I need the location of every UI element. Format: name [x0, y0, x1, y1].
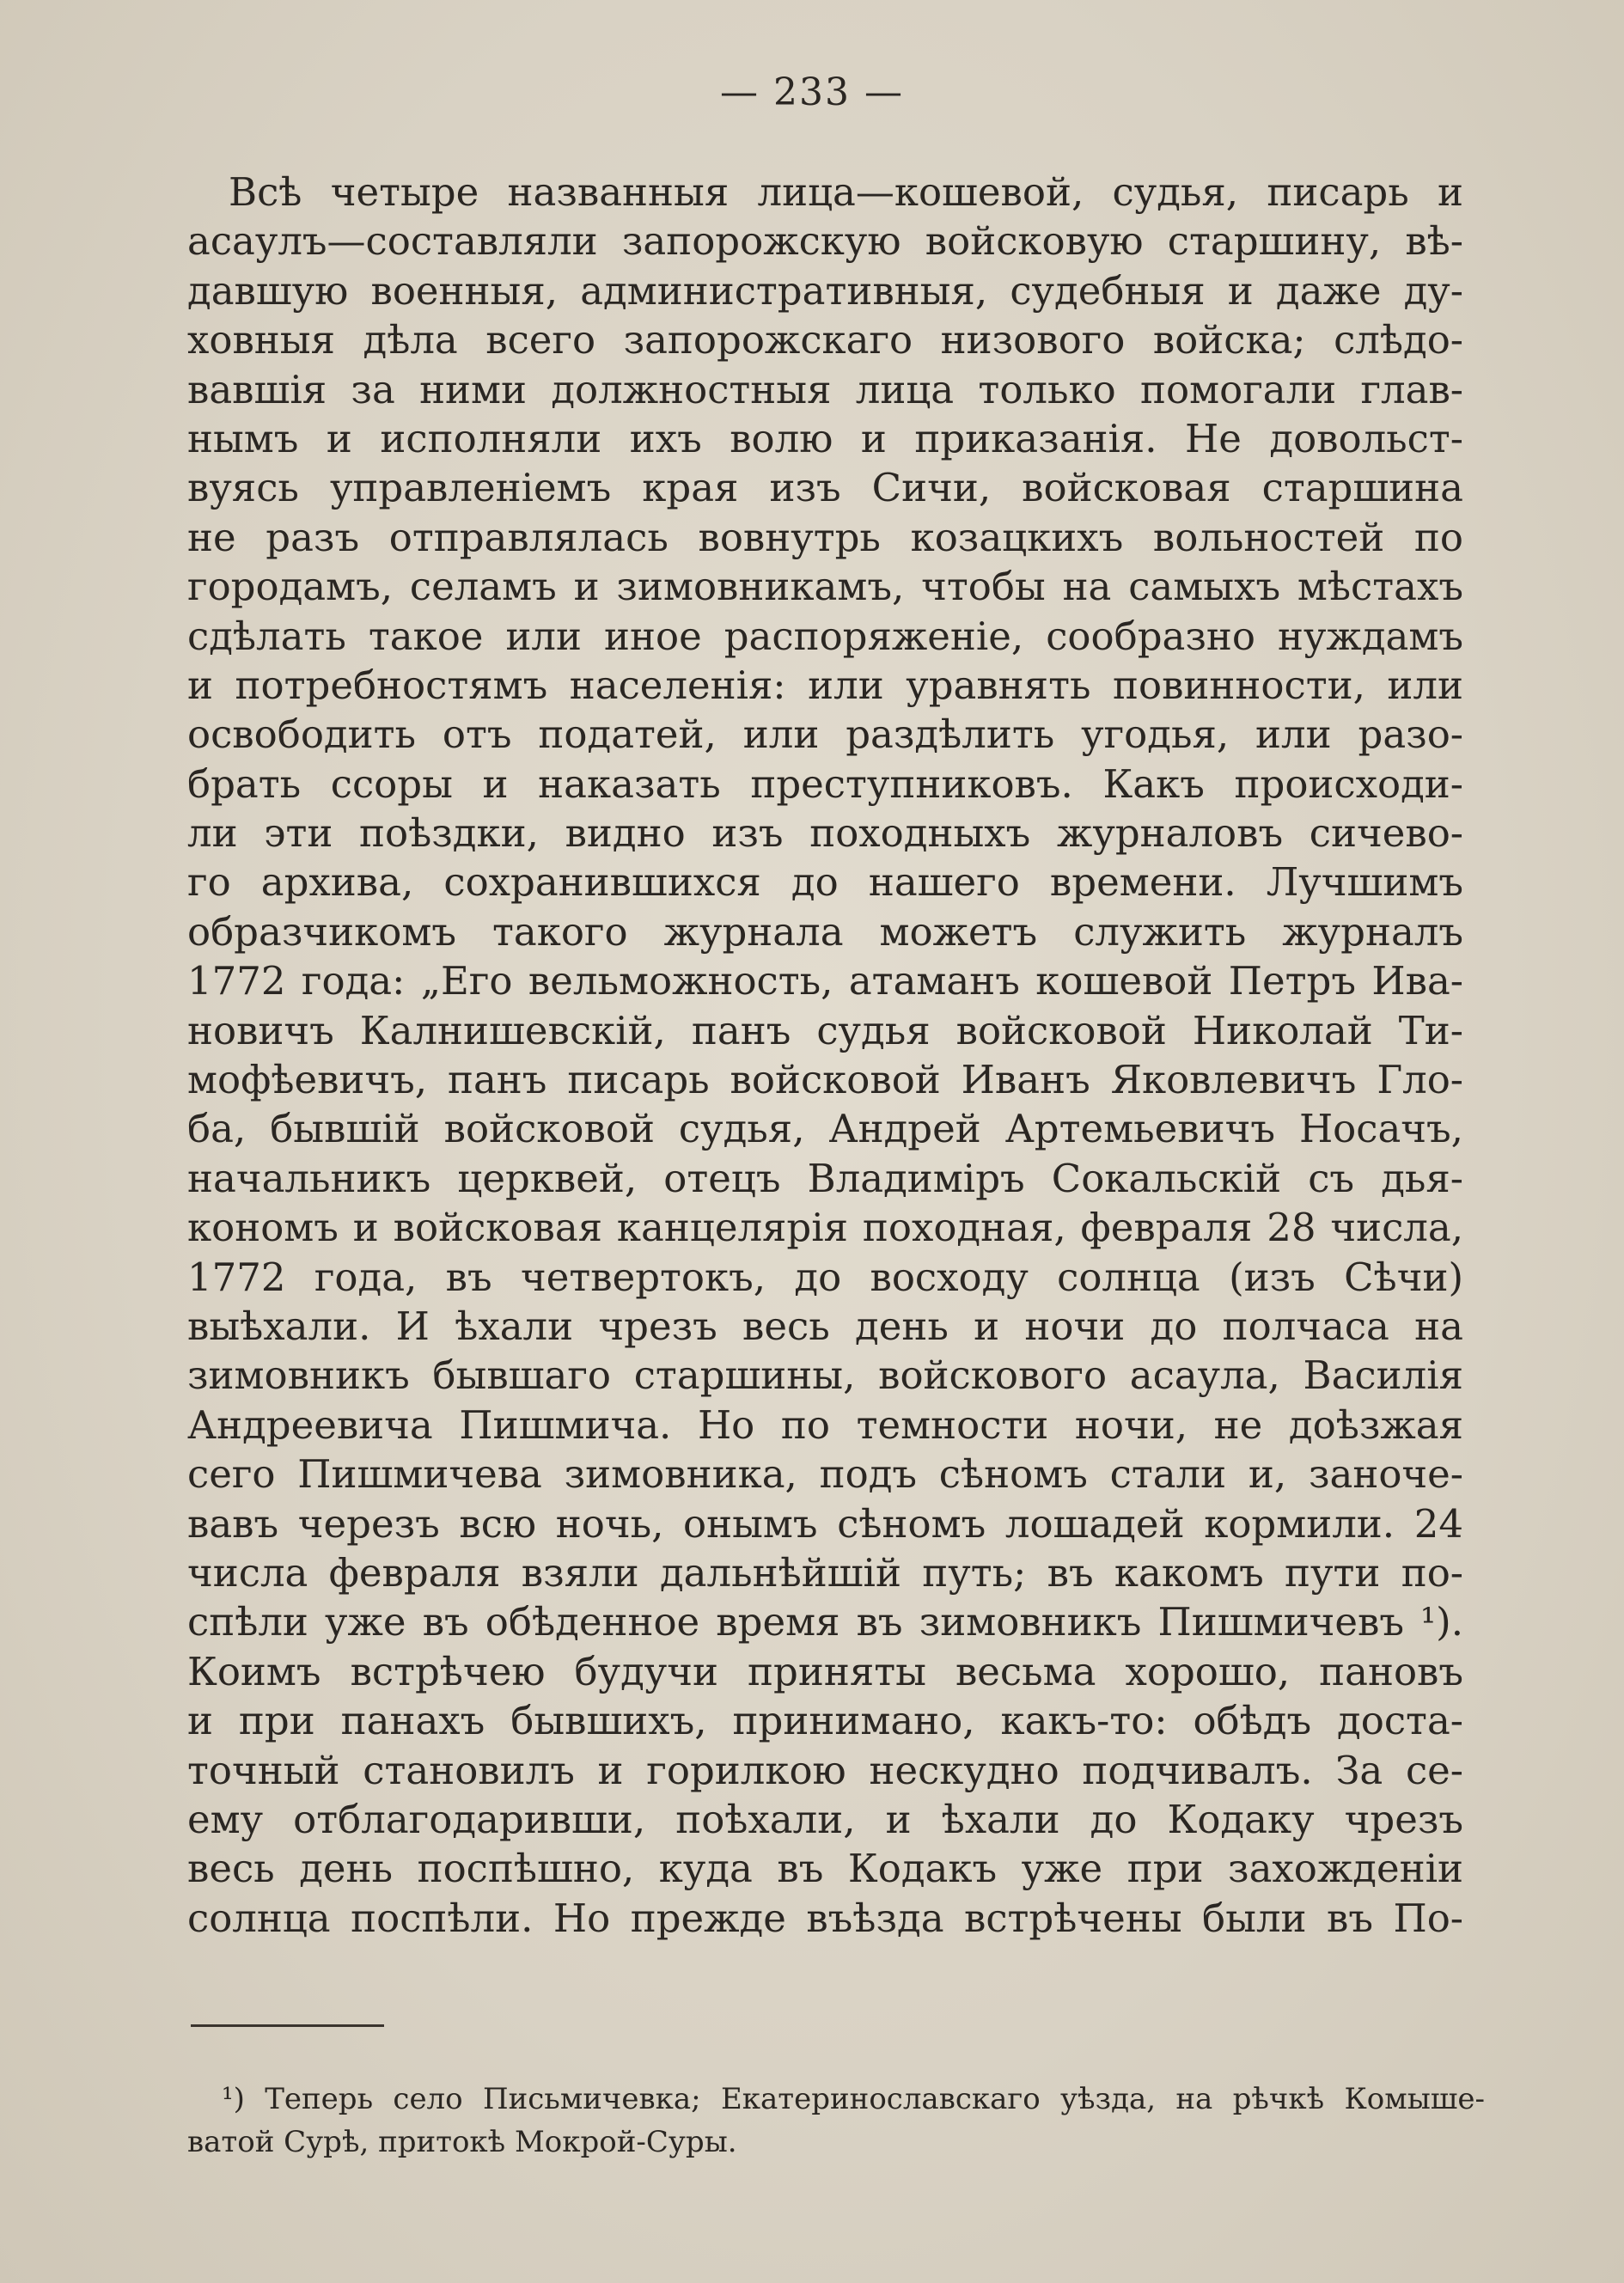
- text-line: сего Пишмичева зимовника, подъ сѣномъ стали и, заноче-: [187, 1451, 1463, 1498]
- text-line: ли эти поѣздки, видно изъ походныхъ журналовъ сичево-: [187, 810, 1463, 857]
- text-line: давшую военныя, административныя, судебныя и даже ду-: [187, 267, 1463, 314]
- text-line: числа февраля взяли дальнѣйшій путь; въ какомъ пути по-: [187, 1549, 1463, 1596]
- text-line: нымъ и исполняли ихъ волю и приказанія. Не довольст-: [187, 415, 1463, 461]
- text-line: начальникъ церквей, отецъ Владиміръ Сокальскій съ дья-: [187, 1155, 1463, 1201]
- text-line: образчикомъ такого журнала можетъ служить журналъ: [187, 908, 1463, 955]
- text-line: городамъ, селамъ и зимовникамъ, чтобы на самыхъ мѣстахъ: [187, 564, 1463, 610]
- text-line: ба, бывшій войсковой судья, Андрей Артемьевичъ Носачъ,: [187, 1106, 1463, 1152]
- text-line: выѣхали. И ѣхали чрезъ весь день и ночи до полчаса на: [187, 1303, 1463, 1349]
- text-line: 1772 года: „Его вельможность, атаманъ кошевой Петръ Ива-: [187, 958, 1463, 1004]
- text-line: мофѣевичъ, панъ писарь войсковой Иванъ Яковлевичъ Гло-: [187, 1057, 1463, 1103]
- footnote-line: ватой Сурѣ, притокѣ Мокрой-Суры.: [187, 2125, 737, 2159]
- text-line: ховныя дѣла всего запорожскаго низового войска; слѣдо-: [187, 317, 1463, 363]
- text-line: вавшія за ними должностныя лица только помогали глав-: [187, 366, 1463, 412]
- text-line: асаулъ—составляли запорожскую войсковую старшину, вѣ-: [187, 218, 1463, 265]
- text-line: освободить отъ податей, или раздѣлить угодья, или разо-: [187, 711, 1463, 758]
- text-line: вавъ черезъ всю ночь, онымъ сѣномъ лошадей кормили. 24: [187, 1500, 1463, 1547]
- text-line: Андреевича Пишмича. Но по темности ночи, не доѣзжая: [187, 1401, 1463, 1448]
- text-line: новичъ Калнишевскій, панъ судья войсковой Николай Ти-: [187, 1007, 1463, 1053]
- text-line: сдѣлать такое или иное распоряженіе, сообразно нуждамъ: [187, 613, 1463, 659]
- footnote-line: ¹) Теперь село Письмичевка; Екатеринославскаго уѣзда, на рѣчкѣ Комыше-: [222, 2082, 1485, 2116]
- text-line: не разъ отправлялась вовнутрь козацкихъ вольностей по: [187, 514, 1463, 560]
- text-line: зимовникъ бывшаго старшины, войскового асаула, Василія: [187, 1352, 1463, 1399]
- text-line: и при панахъ бывшихъ, принимано, какъ-то: обѣдъ доста-: [187, 1698, 1463, 1744]
- text-line: Коимъ встрѣчею будучи приняты весьма хорошо, пановъ: [187, 1648, 1463, 1694]
- text-line: солнца поспѣли. Но прежде въѣзда встрѣчены были въ По-: [187, 1895, 1463, 1941]
- footnotes: [187, 2078, 1485, 2164]
- text-line: и потребностямъ населенія: или уравнять повинности, или: [187, 662, 1463, 708]
- text-line: точный становилъ и горилкою нескудно подчивалъ. За се-: [187, 1747, 1463, 1793]
- text-line: кономъ и войсковая канцелярія походная, февраля 28 числа,: [187, 1205, 1463, 1251]
- text-line: весь день поспѣшно, куда въ Кодакъ уже при захожденіи: [187, 1846, 1463, 1892]
- text-line: ему отблагодаривши, поѣхали, и ѣхали до Кодаку чрезъ: [187, 1796, 1463, 1842]
- footnote-divider: [191, 2024, 384, 2027]
- text-line: брать ссоры и наказать преступниковъ. Какъ происходи-: [187, 760, 1463, 807]
- text-line: 1772 года, въ четвертокъ, до восходу солнца (изъ Сѣчи): [187, 1254, 1463, 1300]
- text-line: спѣли уже въ обѣденное время въ зимовникъ Пишмичевъ ¹).: [187, 1599, 1463, 1645]
- text-line: вуясь управленіемъ края изъ Сичи, войсковая старшина: [187, 465, 1463, 511]
- text-line: го архива, сохранившихся до нашего времени. Лучшимъ: [187, 859, 1463, 906]
- main-text: [187, 168, 1463, 1943]
- text-line: Всѣ четыре названныя лица—кошевой, судья, писарь и: [229, 169, 1463, 215]
- page-number: — 233 —: [720, 70, 904, 114]
